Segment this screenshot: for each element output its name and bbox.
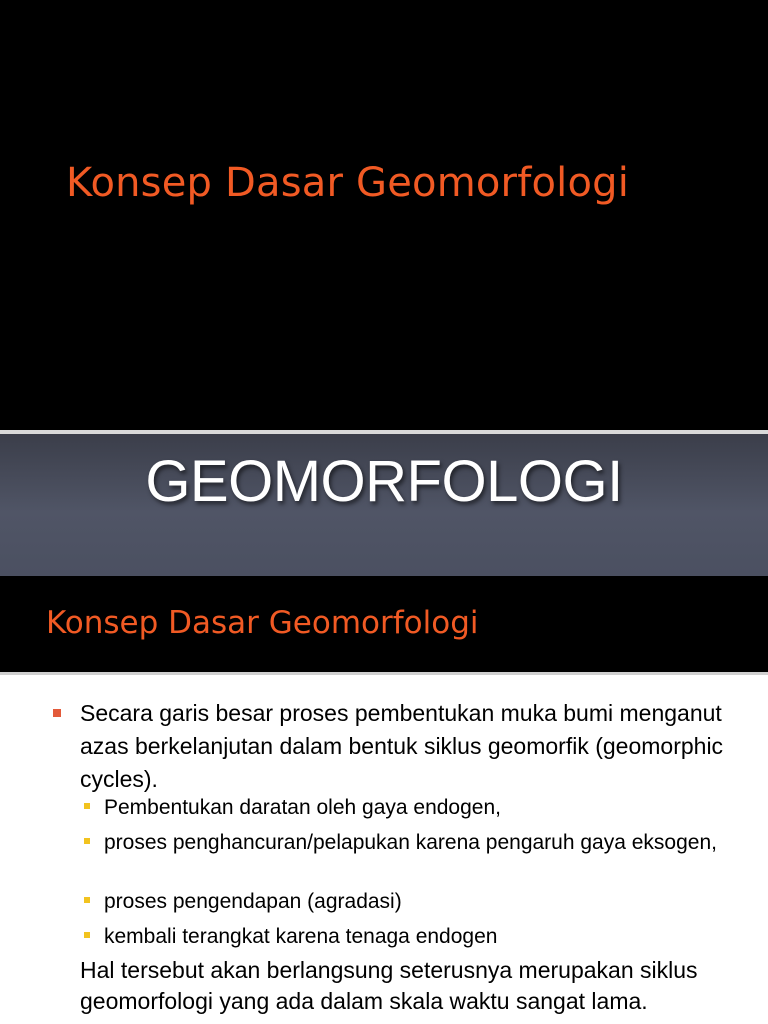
sub-bullet-item: Pembentukan daratan oleh gaya endogen, bbox=[104, 796, 501, 819]
content-slide-title: Konsep Dasar Geomorfologi bbox=[46, 605, 479, 641]
title-slide bbox=[0, 0, 768, 430]
sub-bullet-item: proses pengendapan (agradasi) bbox=[104, 890, 402, 913]
banner-title: GEOMORFOLOGI bbox=[145, 449, 623, 514]
bullet-square-icon bbox=[53, 709, 61, 717]
closing-paragraph: Hal tersebut akan berlangsung seterusnya merupakan siklus geomorfologi yang ada dalam skala waktu sangat lama. bbox=[80, 957, 698, 1014]
sub-bullet-square-icon bbox=[84, 897, 90, 903]
sub-bullet-item: kembali terangkat karena tenaga endogen bbox=[104, 925, 498, 948]
content-slide-body bbox=[0, 672, 768, 1024]
sub-bullet-item: proses penghancuran/pelapukan karena pengaruh gaya eksogen, bbox=[104, 831, 717, 854]
sub-bullet-square-icon bbox=[84, 803, 90, 809]
main-bullet-text: Secara garis besar proses pembentukan muka bumi menganut azas berkelanjutan dalam bentuk siklus geomorfik (geomorphic cycles). bbox=[80, 700, 724, 792]
sub-bullet-square-icon bbox=[84, 838, 90, 844]
slide-title: Konsep Dasar Geomorfologi bbox=[66, 160, 630, 206]
sub-bullet-square-icon bbox=[84, 932, 90, 938]
